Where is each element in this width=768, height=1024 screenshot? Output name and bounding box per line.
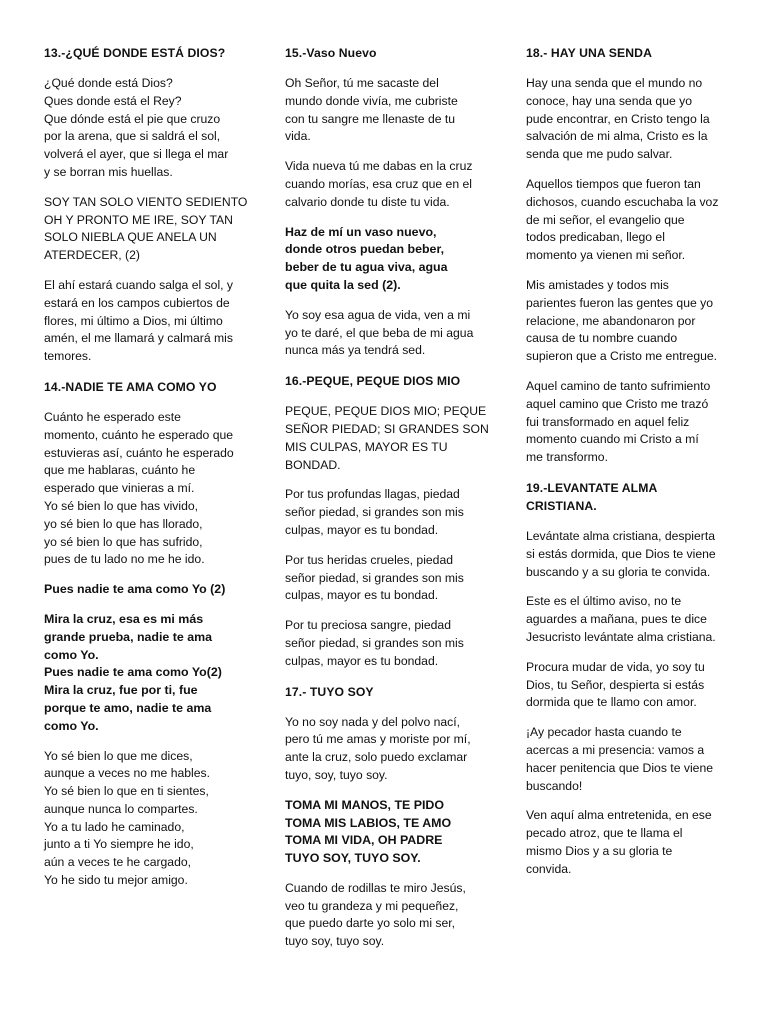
song-chorus: TOMA MI MANOS, TE PIDO TOMA MIS LABIOS, TE AMO TOMA MI VIDA, OH PADRE TUYO SOY, TUYO SOY. [285,797,452,866]
song-chorus: Haz de mí un vaso nuevo, donde otros puedan beber, beber de tu agua viva, agua que quita la sed (2). [285,224,448,292]
song-title: 17.- TUYO SOY [285,684,374,699]
song-verse: Yo sé bien lo que me dices, aunque a veces no me hables. Yo sé bien lo que en ti sientes, aunque nunca lo compartes. Yo a tu lado he caminado, junto a ti Yo siempre he ido, aún a veces te he cargado, Yo he sido tu mejor amigo. [44,748,211,888]
column-3 [526,44,732,890]
song-verse: Procura mudar de vida, yo soy tu Dios, tu Señor, despierta si estás dormida que te llamo con amor. [526,659,705,710]
song-title: 14.-NADIE TE AMA COMO YO [44,379,217,394]
song-verse: Cuánto he esperado este momento, cuánto he esperado que estuvieras así, cuánto he esperado que me hablaras, cuánto he esperado que vinieras a mí. Yo sé bien lo que has vivido, yo sé bien lo que has llorado, yo sé bien lo que has sufrido, pues de tu lado no me he ido. [44,409,234,567]
song-verse: Ven aquí alma entretenida, en ese pecado atroz, que te llama el mismo Dios y a su gloria te convida. [526,808,712,876]
song-verse: Levántate alma cristiana, despierta si estás dormida, que Dios te viene buscando y a su gloria te convida. [526,528,716,579]
song-verse: Yo soy esa agua de vida, ven a mi yo te daré, el que beba de mi agua nunca más ya tendrá sed. [285,307,474,358]
song-title: 19.-LEVANTATE ALMA CRISTIANA. [526,480,658,513]
song-title: 18.- HAY UNA SENDA [526,46,652,60]
song-verse: Por tus heridas crueles, piedad señor piedad, si grandes son mis culpas, mayor es tu bondad. [285,552,464,603]
song-section [44,44,250,366]
column-1 [44,44,250,902]
song-section [526,44,732,467]
song-verse: Vida nueva tú me dabas en la cruz cuando morías, esa cruz que en el calvario donde tu diste tu vida. [285,159,473,209]
song-title: 16.-PEQUE, PEQUE DIOS MIO [285,374,461,389]
song-verse: Aquellos tiempos que fueron tan dichosos, cuando escuchaba la voz de mi señor, el evangelio que todos predicaban, llego el momento ya vienen mi señor. [526,176,719,263]
song-verse: Este es el último aviso, no te aguardes a mañana, pues te dice Jesucristo levántate alma cristiana. [526,594,716,644]
song-verse: Hay una senda que el mundo no conoce, hay una senda que yo pude encontrar, en Cristo tengo la salvación de mi alma, Cristo es la senda que me pudo salvar. [526,76,710,162]
song-verse: PEQUE, PEQUE DIOS MIO; PEQUE SEÑOR PIEDAD; SI GRANDES SON MIS CULPAS, MAYOR ES TU BONDAD. [285,404,489,472]
song-chorus: Pues nadie te ama como Yo (2) [44,582,226,597]
song-verse: Aquel camino de tanto sufrimiento aquel camino que Cristo me trazó fui transformado en aquel feliz momento cuando mi Cristo a mí me transformo. [526,378,711,465]
song-verse: El ahí estará cuando salga el sol, y estará en los campos cubiertos de flores, mi último a Dios, mi último amén, el me llamará y calmará mis temores. [44,277,234,364]
song-section [285,683,491,952]
song-verse: Por tus profundas llagas, piedad señor piedad, si grandes son mis culpas, mayor es tu bondad. [285,487,464,537]
song-verse: Por tu preciosa sangre, piedad señor piedad, si grandes son mis culpas, mayor es tu bondad. [285,618,464,668]
song-verse: ¿Qué donde está Dios? Ques donde está el Rey? Que dónde está el pie que cruzo por la arena, que si saldrá el sol, volverá el ayer, que si llega el mar y se borran mis huellas. [44,76,229,179]
song-chorus: Mira la cruz, esa es mi más grande prueba, nadie te ama como Yo. Pues nadie te ama como Yo(2) Mira la cruz, fue por ti, fue porque te amo, nadie te ama como Yo. [44,611,222,733]
song-section [285,372,491,670]
song-section [285,44,491,360]
song-verse: Oh Señor, tú me sacaste del mundo donde vivía, me cubriste con tu sangre me llenaste de tu vida. [285,76,458,144]
song-section [44,378,250,890]
song-title: 15.-Vaso Nuevo [285,46,377,60]
song-verse: Mis amistades y todos mis parientes fueron las gentes que yo relacione, me abandonaron por causa de tu nombre cuando supieron que a Cristo me entregue. [526,277,718,364]
song-verse: Cuando de rodillas te miro Jesús, veo tu grandeza y mi pequeñez, que puedo darte yo solo mi ser, tuyo soy, tuyo soy. [285,880,466,949]
song-verse: ¡Ay pecador hasta cuando te acercas a mi presencia: vamos a hacer penitencia que Dios te viene buscando! [526,725,713,793]
song-verse: SOY TAN SOLO VIENTO SEDIENTO OH Y PRONTO ME IRE, SOY TAN SOLO NIEBLA QUE ANELA UN ATERDECER, (2) [44,194,248,263]
song-verse: Yo no soy nada y del polvo nací, pero tú me amas y moriste por mí, ante la cruz, solo puedo exclamar tuyo, soy, tuyo soy. [285,714,471,782]
column-2 [285,44,491,963]
song-section [526,479,732,879]
song-title: 13.-¿QUÉ DONDE ESTÁ DIOS? [44,46,226,60]
